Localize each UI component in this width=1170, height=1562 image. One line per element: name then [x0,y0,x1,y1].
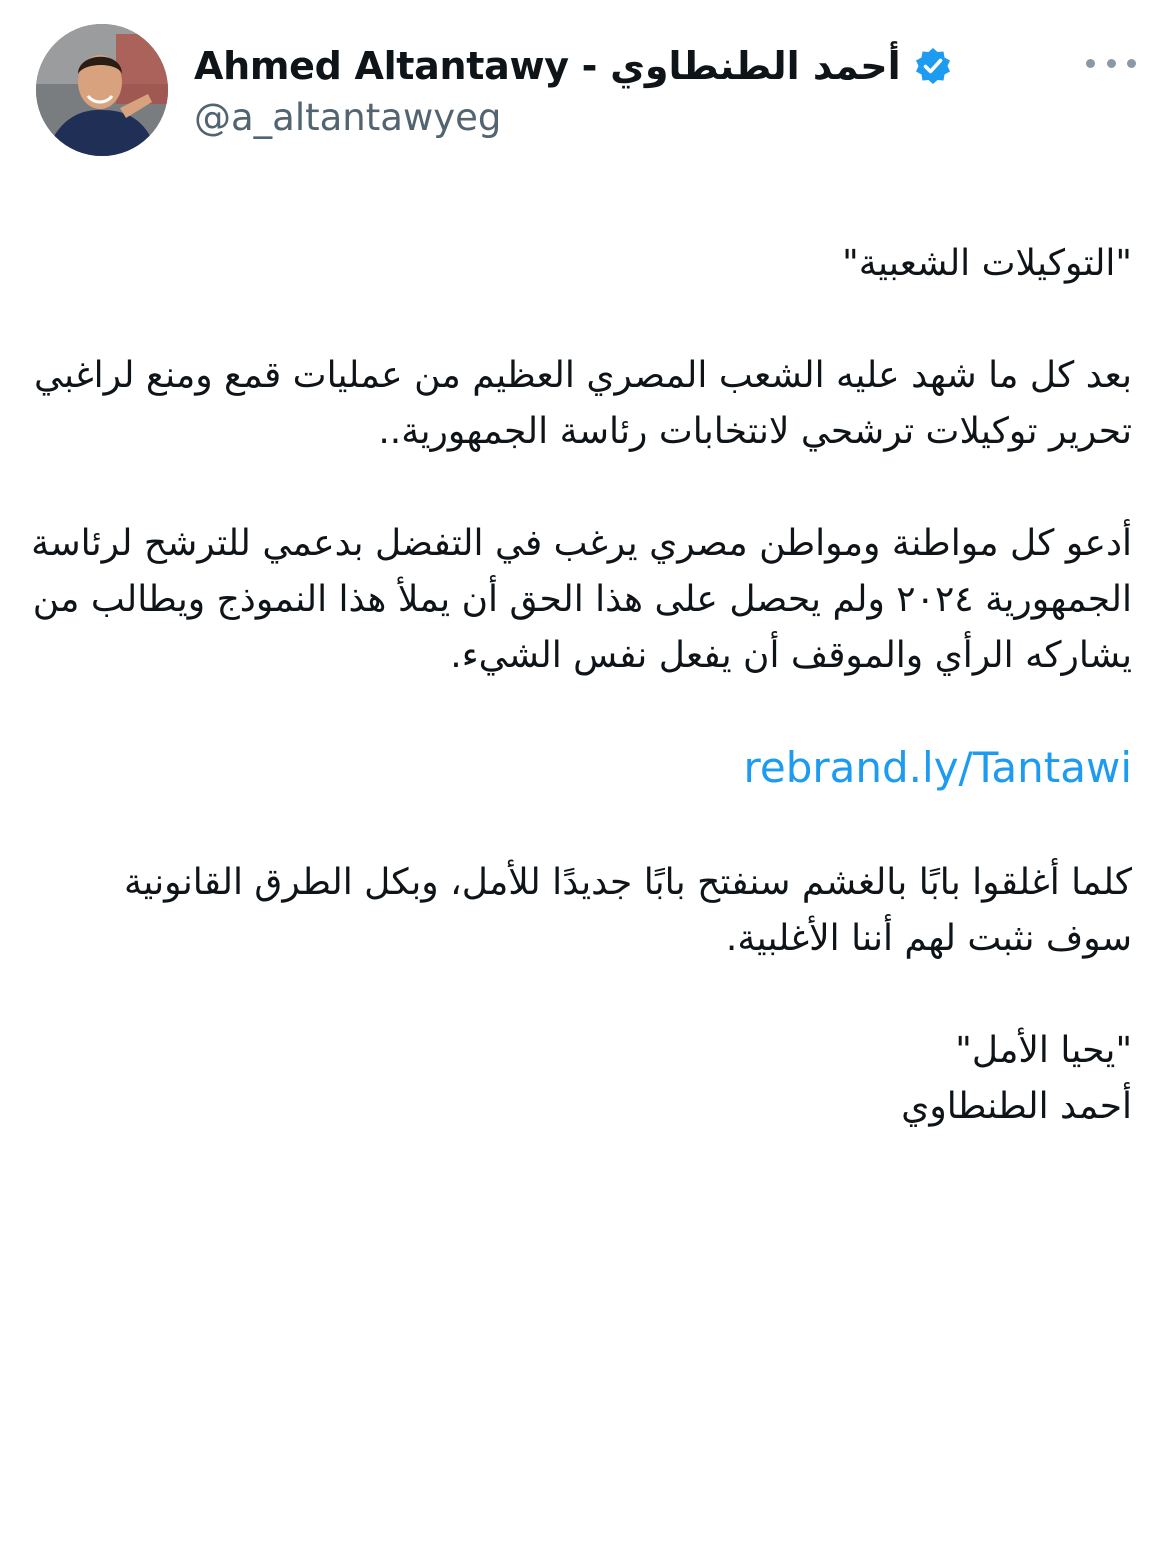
author-handle[interactable]: @a_altantawyeg [194,96,502,139]
tweet-title: "التوكيلات الشعبية" [842,243,1132,284]
tweet-paragraph: كلما أغلقوا بابًا بالغشم سنفتح بابًا جديدًا للأمل، وبكل الطرق القانونية سوف نثبت لهم أننا الأغلبية. [124,862,1132,959]
author-display-name[interactable]: Ahmed Altantawy - أحمد الطنطاوي [194,44,901,88]
more-options-icon[interactable] [1086,48,1136,78]
tweet-link-row [30,740,1132,799]
tweet-body [30,236,1132,1135]
more-dot [1127,59,1136,68]
author-name-row [194,38,953,94]
more-dot [1086,59,1095,68]
tweet-header [36,24,1136,164]
tweet-paragraph: أدعو كل مواطنة ومواطن مصري يرغب في التفضل بدعمي للترشح لرئاسة الجمهورية ٢٠٢٤ ولم يحصل على هذا الحق أن يملأ هذا النموذج ويطالب من يشاركه الرأي والموقف أن يفعل نفس الشيء. [31,523,1132,676]
tweet-paragraph: بعد كل ما شهد عليه الشعب المصري العظيم من عمليات قمع ومنع لراغبي تحرير توكيلات ترشحي لانتخابات رئاسة الجمهورية.. [33,355,1132,452]
avatar[interactable] [36,24,168,156]
verified-badge-icon [913,46,953,86]
tweet-closing-quote: "يحيا الأمل" [955,1030,1132,1071]
more-dot [1107,59,1116,68]
avatar-photo [36,24,168,156]
tweet-link[interactable]: rebrand.ly/Tantawi [743,743,1132,792]
tweet-signature: أحمد الطنطاوي [901,1086,1132,1127]
